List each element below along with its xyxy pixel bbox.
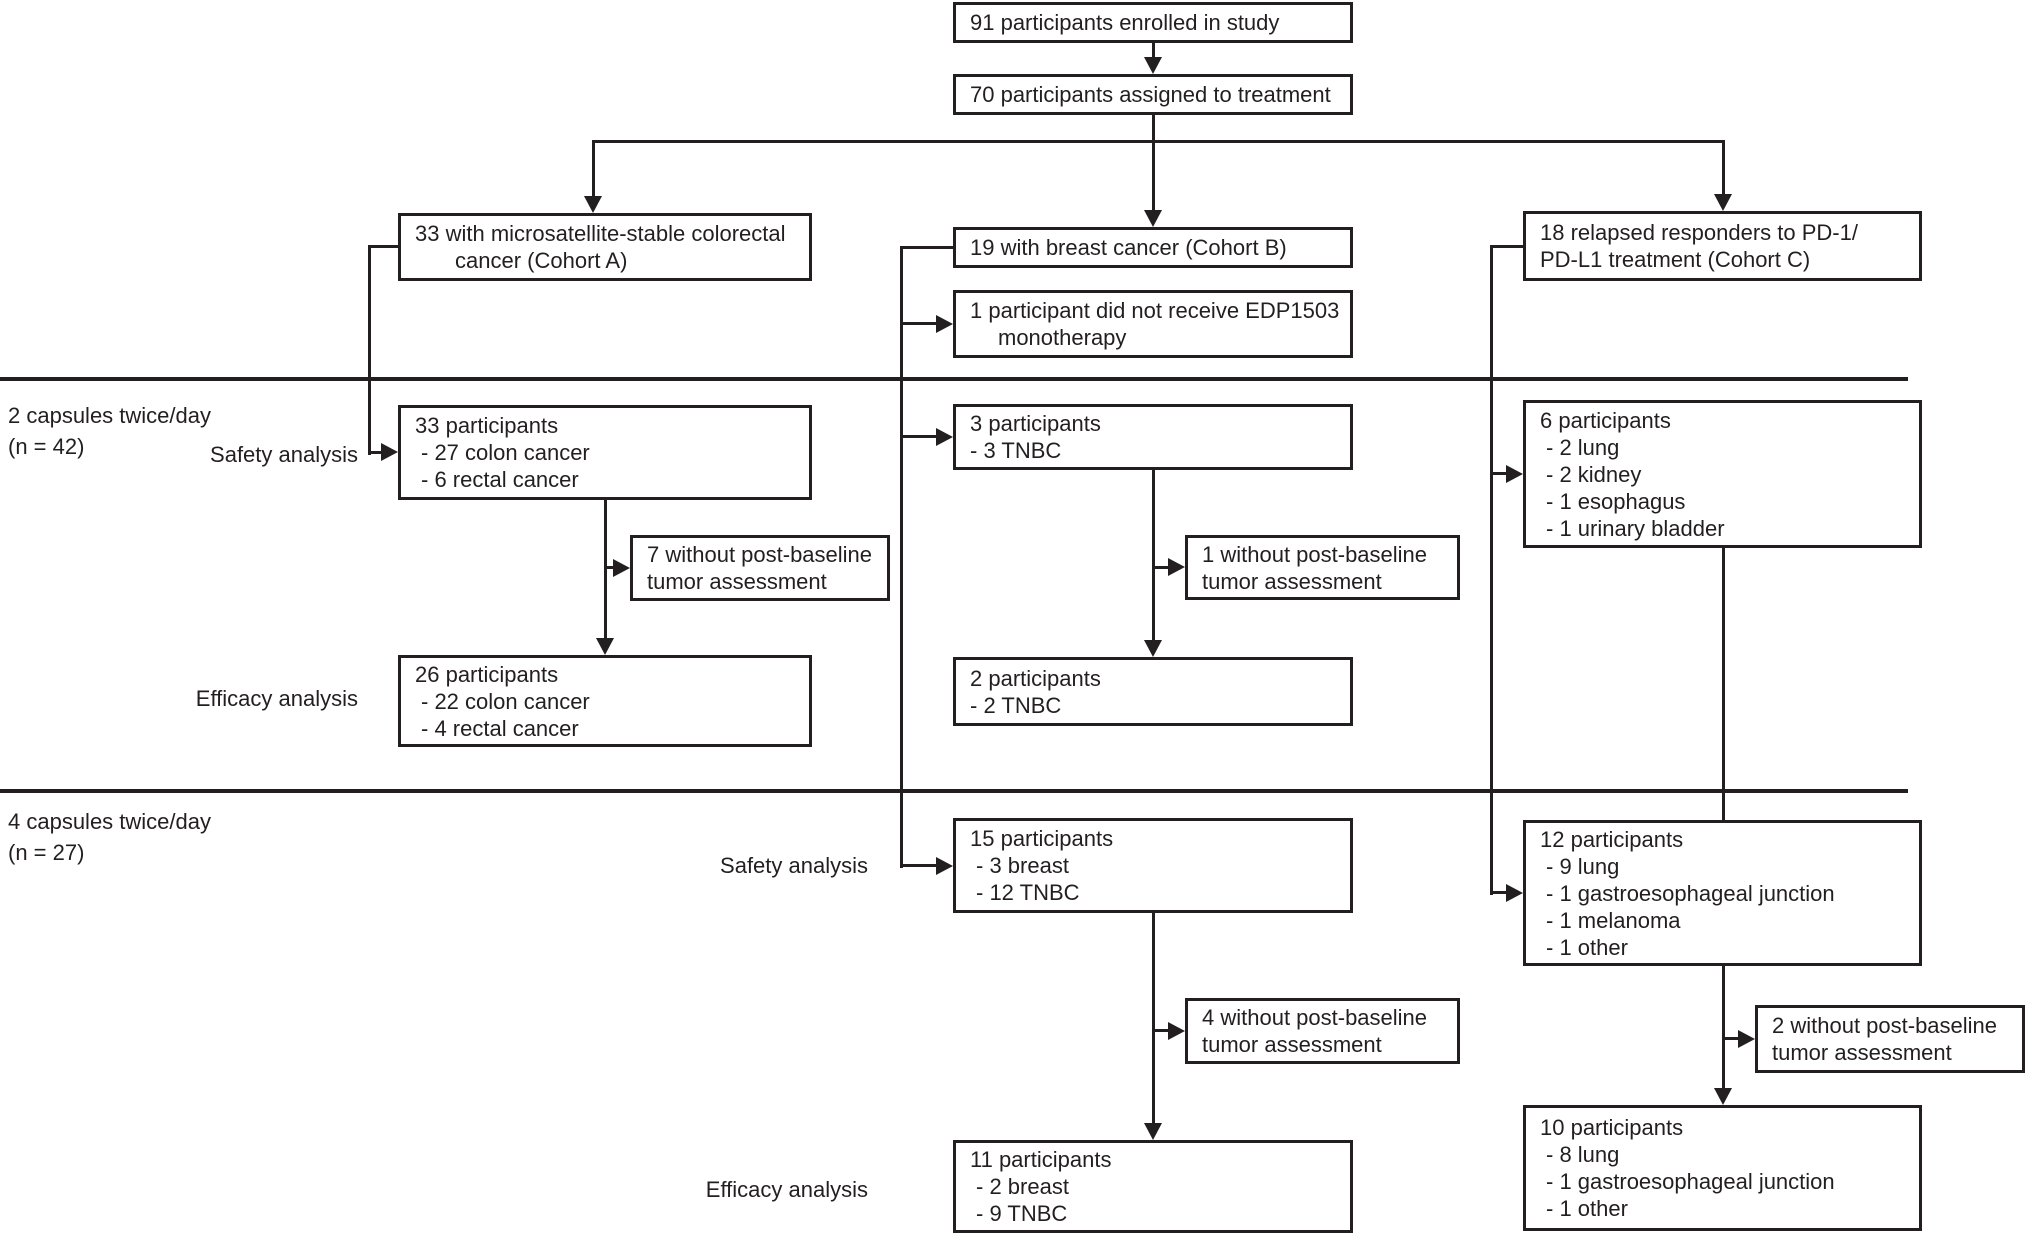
box-text: 1 without post-baseline xyxy=(1202,541,1428,567)
box-text: - 4 rectal cancer xyxy=(421,715,579,741)
flow-line xyxy=(368,245,371,455)
flow-line xyxy=(1152,140,1155,212)
safety-analysis-label-1: Safety analysis xyxy=(210,442,358,467)
box-text: 70 participants assigned to treatment xyxy=(970,82,1331,107)
flow-line xyxy=(900,435,938,438)
box-text: - 3 TNBC xyxy=(970,438,1062,463)
box-assigned xyxy=(953,74,1353,115)
box-text: 26 participants xyxy=(415,661,559,687)
flow-line xyxy=(1722,140,1725,196)
box-dose1-safety-cohort-b xyxy=(953,404,1353,470)
dose2-label-line2: (n = 27) xyxy=(8,840,85,865)
arrowhead-right xyxy=(1738,1030,1755,1048)
efficacy-analysis-label-1: Efficacy analysis xyxy=(195,686,358,711)
box-text: - 27 colon cancer xyxy=(421,440,590,465)
box-text: tumor assessment xyxy=(1772,1040,1952,1065)
arrowhead-right xyxy=(936,315,953,333)
box-text: PD-L1 treatment (Cohort C) xyxy=(1540,247,1811,272)
box-enrolled xyxy=(953,2,1353,43)
box-dose2-without-assessment-b xyxy=(1185,998,1460,1064)
box-dose1-without-assessment-a xyxy=(630,535,890,601)
box-text: 7 without post-baseline xyxy=(647,542,873,567)
box-dose1-efficacy-cohort-a xyxy=(398,655,812,747)
box-text: - 2 kidney xyxy=(1546,461,1642,487)
box-cohort-b xyxy=(953,227,1353,268)
box-text: - 1 other xyxy=(1546,934,1628,960)
box-cohort-c xyxy=(1523,211,1922,281)
box-dose2-efficacy-cohort-c xyxy=(1523,1105,1922,1231)
flow-line xyxy=(900,322,938,325)
arrowhead-down xyxy=(584,196,602,213)
flow-line xyxy=(1152,913,1155,1125)
flow-line xyxy=(900,246,953,249)
box-text: - 2 TNBC xyxy=(970,692,1062,718)
dose1-label-line2: (n = 42) xyxy=(8,434,85,459)
dose2-label-line1: 4 capsules twice/day xyxy=(8,809,211,834)
box-text: - 2 breast xyxy=(976,1174,1069,1199)
box-text: - 1 gastroesophageal junction xyxy=(1546,880,1835,906)
arrowhead-right xyxy=(936,857,953,875)
box-text: 19 with breast cancer (Cohort B) xyxy=(970,235,1287,260)
box-text: - 1 other xyxy=(1546,1196,1628,1221)
flow-line xyxy=(900,864,938,867)
box-dose2-without-assessment-c xyxy=(1755,1005,2025,1073)
box-text: 6 participants xyxy=(1540,407,1671,433)
arrowhead-down xyxy=(1144,57,1162,74)
box-text: - 12 TNBC xyxy=(976,880,1080,905)
arrowhead-down xyxy=(1144,640,1162,657)
box-text: tumor assessment xyxy=(647,569,827,594)
flow-line-branch xyxy=(592,140,1725,143)
flow-line xyxy=(1490,245,1493,895)
box-text: - 9 lung xyxy=(1546,853,1620,879)
box-text: 4 without post-baseline xyxy=(1202,1005,1428,1030)
flow-line xyxy=(604,500,607,640)
box-text: - 3 breast xyxy=(976,853,1069,878)
flow-line xyxy=(1152,470,1155,642)
arrowhead-right xyxy=(613,559,630,577)
flow-line xyxy=(900,246,903,868)
dose-section-divider-2 xyxy=(0,789,1908,793)
box-text: - 1 gastroesophageal junction xyxy=(1546,1169,1835,1194)
box-dose2-safety-cohort-b xyxy=(953,818,1353,913)
dose2-label xyxy=(8,806,211,868)
arrowhead-down xyxy=(1144,1123,1162,1140)
box-cohort-a xyxy=(398,213,812,281)
box-text: 33 participants xyxy=(415,413,559,438)
box-text: tumor assessment xyxy=(1202,568,1382,594)
flow-line xyxy=(1490,245,1523,248)
arrowhead-right xyxy=(1506,884,1523,902)
box-text: - 6 rectal cancer xyxy=(421,467,579,492)
box-text: - 1 melanoma xyxy=(1546,907,1681,933)
box-text: 12 participants xyxy=(1540,826,1684,852)
box-text: 1 participant did not receive EDP1503 xyxy=(970,298,1340,323)
box-dose2-efficacy-cohort-b xyxy=(953,1140,1353,1233)
flow-line xyxy=(1722,548,1725,820)
box-text: 91 participants enrolled in study xyxy=(970,10,1280,35)
box-text: 10 participants xyxy=(1540,1115,1684,1140)
box-text: monotherapy xyxy=(998,325,1127,350)
arrowhead-right xyxy=(1168,558,1185,576)
box-text: - 22 colon cancer xyxy=(421,688,590,714)
box-dose1-safety-cohort-a xyxy=(398,405,812,500)
arrowhead-right xyxy=(1168,1022,1185,1040)
box-text: 11 participants xyxy=(970,1147,1112,1172)
arrowhead-down xyxy=(1714,194,1732,211)
arrowhead-right xyxy=(381,443,398,461)
box-text: 15 participants xyxy=(970,826,1114,851)
arrowhead-right xyxy=(1506,465,1523,483)
flow-line xyxy=(592,140,595,198)
box-no-monotherapy xyxy=(953,290,1353,358)
box-dose1-without-assessment-b xyxy=(1185,535,1460,600)
box-text: 2 participants xyxy=(970,665,1101,691)
box-text: - 8 lung xyxy=(1546,1142,1620,1167)
dose-section-divider-1 xyxy=(0,377,1908,381)
safety-analysis-label-2: Safety analysis xyxy=(720,853,868,878)
dose1-label-line1: 2 capsules twice/day xyxy=(8,403,211,428)
box-text: cancer (Cohort A) xyxy=(455,248,628,273)
box-text: - 1 urinary bladder xyxy=(1546,515,1725,541)
box-text: - 9 TNBC xyxy=(976,1201,1068,1226)
flow-line xyxy=(1152,115,1155,143)
flow-line xyxy=(1722,966,1725,1090)
box-text: 2 without post-baseline xyxy=(1772,1013,1998,1038)
box-text: tumor assessment xyxy=(1202,1032,1382,1057)
box-text: - 1 esophagus xyxy=(1546,488,1686,514)
box-dose1-efficacy-cohort-b xyxy=(953,657,1353,726)
arrowhead-down xyxy=(1144,210,1162,227)
efficacy-analysis-label-2: Efficacy analysis xyxy=(705,1177,868,1202)
box-dose2-safety-cohort-c xyxy=(1523,820,1922,966)
arrowhead-down xyxy=(1714,1088,1732,1105)
flow-line xyxy=(368,245,398,248)
box-text: - 2 lung xyxy=(1546,434,1620,460)
arrowhead-right xyxy=(936,428,953,446)
arrowhead-down xyxy=(596,638,614,655)
box-text: 3 participants xyxy=(970,411,1101,436)
box-text: 33 with microsatellite-stable colorectal xyxy=(415,221,786,246)
box-text: 18 relapsed responders to PD-1/ xyxy=(1540,220,1858,245)
box-dose1-safety-cohort-c xyxy=(1523,400,1922,548)
